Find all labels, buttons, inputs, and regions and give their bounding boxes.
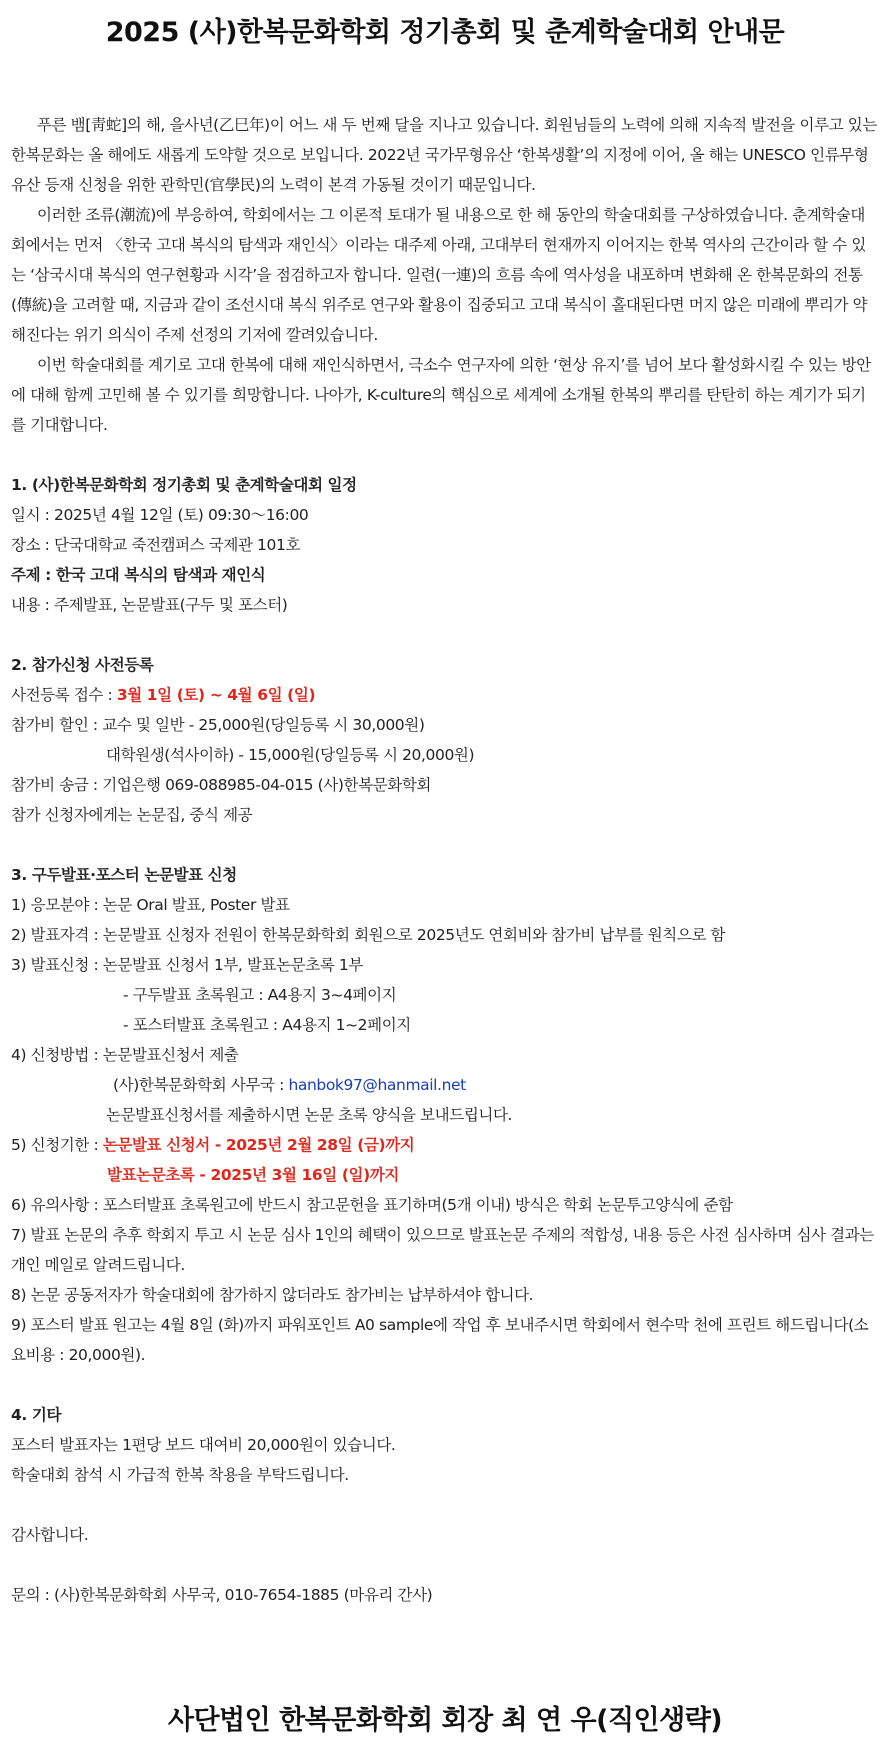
- section1-content: 내용 : 주제발표, 논문발표(구두 및 포스터): [11, 596, 288, 614]
- section3-item8: 8) 논문 공동저자가 학술대회에 참가하지 않더라도 참가비는 납부하셔야 합니다.: [11, 1286, 534, 1304]
- section4-heading: 4. 기타: [11, 1406, 62, 1424]
- section2-heading: 2. 참가신청 사전등록: [11, 656, 154, 674]
- intro-paragraph-3: 이번 학술대회를 계기로 고대 한복에 대해 재인식하면서, 극소수 연구자에 의한 ‘현상 유지’를 넘어 보다 활성화시킬 수 있는 방안에 대해 함께 고민해 볼 수 있기를 희망합니다. 나아가, K-culture의 핵심으로 세계에 소개될 한복의 뿌리를 탄탄히 하는 계기가 되기를 기대합니다.: [11, 356, 871, 434]
- section3-item9: 9) 포스터 발표 원고는 4월 8일 (화)까지 파워포인트 A0 sample에 작업 후 보내주시면 학회에서 현수막 천에 프린트 해드립니다(소요비용 : 20,000원).: [11, 1316, 869, 1364]
- signature-line: 사단법인 한복문화학회 회장 최 연 우(직인생략): [167, 1705, 723, 1736]
- section3-item7: 7) 발표 논문의 추후 학회지 투고 시 논문 심사 1인의 혜택이 있으므로 발표논문 주제의 적합성, 내용 등은 사전 심사하며 심사 결과는 개인 메일로 알려드립니다.: [11, 1226, 874, 1274]
- document-title: 2025 (사)한복문화학회 정기총회 및 춘계학술대회 안내문: [105, 17, 785, 48]
- section3-item1: 1) 응모분야 : 논문 Oral 발표, Poster 발표: [11, 896, 290, 914]
- section3-item4b: 논문발표신청서를 제출하시면 논문 초록 양식을 보내드립니다.: [106, 1106, 513, 1124]
- registration-label: 사전등록 접수 :: [11, 686, 117, 704]
- intro-paragraph-1: 푸른 뱀[靑蛇]의 해, 을사년(乙巳年)이 어느 새 두 번째 달을 지나고 있습니다. 회원님들의 노력에 의해 지속적 발전을 이루고 있는 한복문화는 올 해에도 새롭게 도약할 것으로 보입니다. 2022년 국가무형유산 ‘한복생활’의 지정에 이어, 올 해는 UNESCO 인류무형유산 등재 신청을 위한 관학민(官學民)의 노력이 본격 가동될 것이기 때문입니다.: [11, 116, 877, 194]
- section3-item6: 6) 유의사항 : 포스터발표 초록원고에 반드시 참고문헌을 표기하며(5개 이내) 방식은 학회 논문투고양식에 준함: [11, 1196, 733, 1214]
- deadline-abstract: 발표논문초록 - 2025년 3월 16일 (일)까지: [107, 1166, 399, 1184]
- intro-section: [11, 110, 879, 440]
- section3-heading: 3. 구두발표·포스터 논문발표 신청: [11, 866, 237, 884]
- thanks-text: 감사합니다.: [11, 1526, 89, 1544]
- section2-provide: 참가 신청자에게는 논문집, 중식 제공: [11, 806, 253, 824]
- office-label: (사)한복문화학회 사무국 :: [113, 1076, 289, 1094]
- section2-account: 참가비 송금 : 기업은행 069-088985-04-015 (사)한복문화학회: [11, 776, 431, 794]
- section3-item2: 2) 발표자격 : 논문발표 신청자 전원이 한복문화학회 회원으로 2025년도 연회비와 참가비 납부를 원칙으로 함: [11, 926, 726, 944]
- contact-text: 문의 : (사)한복문화학회 사무국, 010-7654-1885 (마유리 간사): [11, 1586, 433, 1604]
- section3-item4: 4) 신청방법 : 논문발표신청서 제출: [11, 1046, 239, 1064]
- section3-item3a: - 구두발표 초록원고 : A4용지 3~4페이지: [123, 986, 397, 1004]
- document-body: [11, 110, 879, 1610]
- section2-registration: [11, 680, 879, 710]
- section1-theme: 주제 : 한국 고대 복식의 탐색과 재인식: [11, 566, 266, 584]
- section4-line1: 포스터 발표자는 1편당 보드 대여비 20,000원이 있습니다.: [11, 1436, 396, 1454]
- section2-fee-general: 참가비 할인 : 교수 및 일반 - 25,000원(당일등록 시 30,000원): [11, 716, 425, 734]
- section4-line2: 학술대회 참석 시 가급적 한복 착용을 부탁드립니다.: [11, 1466, 349, 1484]
- section1-heading: 1. (사)한복문화학회 정기총회 및 춘계학술대회 일정: [11, 476, 357, 494]
- section3-item3b: - 포스터발표 초록원고 : A4용지 1~2페이지: [123, 1016, 411, 1034]
- section3-item4a: [11, 1070, 879, 1100]
- registration-period: 3월 1일 (토) ~ 4월 6일 (일): [116, 686, 316, 704]
- intro-paragraph-2: 이러한 조류(潮流)에 부응하여, 학회에서는 그 이론적 토대가 될 내용으로 한 해 동안의 학술대회를 구상하였습니다. 춘계학술대회에서는 먼저 〈한국 고대 복식의 탐색과 재인식〉이라는 대주제 아래, 고대부터 현재까지 이어지는 한복 역사의 근간이라 할 수 있는 ‘삼국시대 복식의 연구현황과 시각’을 점검하고자 합니다. 일련(一連)의 흐름 속에 역사성을 내포하며 변화해 온 한복문화의 전통(傳統)을 고려할 때, 지금과 같이 조선시대 복식 위주로 연구와 활용이 집중되고 고대 복식이 홀대된다면 머지 않은 미래에 뿌리가 약해진다는 위기 의식이 주제 선정의 기저에 깔려있습니다.: [11, 206, 868, 344]
- section3-item5: [11, 1130, 879, 1160]
- deadline-application: 논문발표 신청서 - 2025년 2월 28일 (금)까지: [102, 1136, 415, 1154]
- section1-place: 장소 : 단국대학교 죽전캠퍼스 국제관 101호: [11, 536, 301, 554]
- section2-fee-student: 대학원생(석사이하) - 15,000원(당일등록 시 20,000원): [106, 746, 475, 764]
- section3-item3: 3) 발표신청 : 논문발표 신청서 1부, 발표논문초록 1부: [11, 956, 363, 974]
- section1-date: 일시 : 2025년 4월 12일 (토) 09:30～16:00: [11, 506, 309, 524]
- office-email-link[interactable]: hanbok97@hanmail.net: [288, 1076, 466, 1094]
- deadline-label: 5) 신청기한 :: [11, 1136, 103, 1154]
